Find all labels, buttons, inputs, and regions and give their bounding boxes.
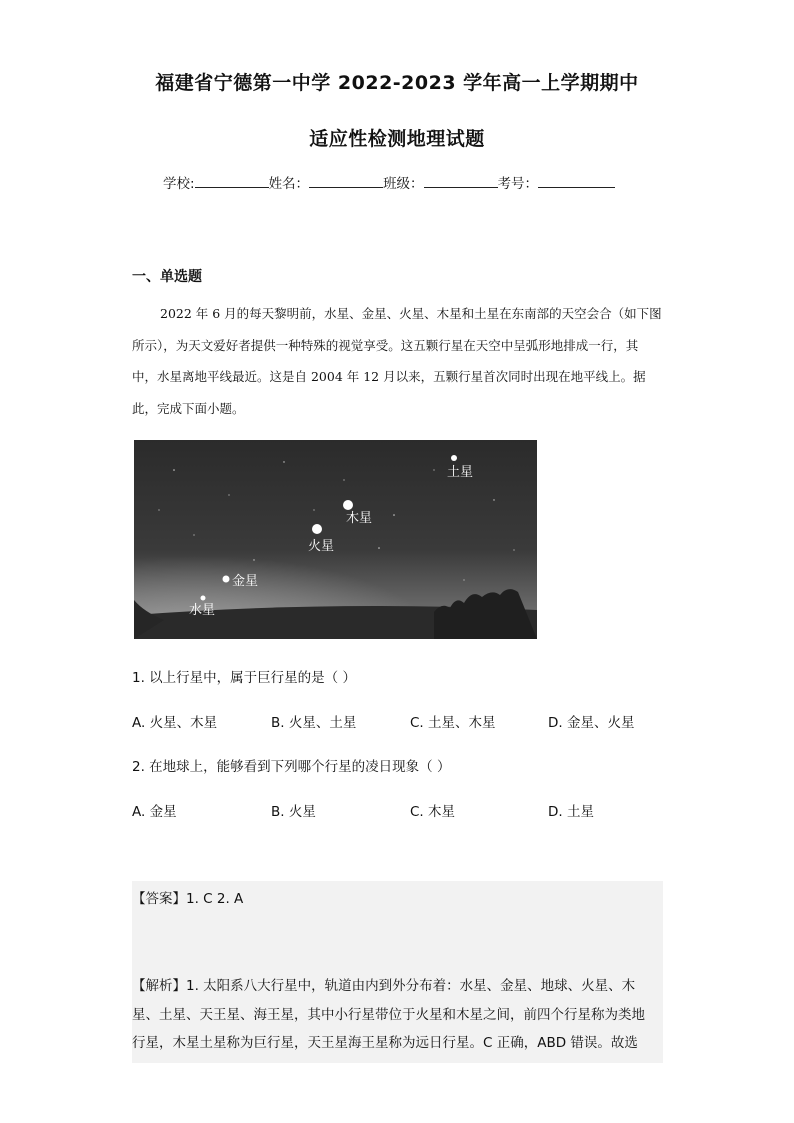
question-2-option-c: C. 木星 bbox=[410, 804, 456, 820]
analysis-line: 行星，木星土星称为巨行星，天王星海王星称为远日行星。C 正确，ABD 错误。故选 bbox=[132, 1035, 638, 1051]
passage-text: 2022 年 6 月的每天黎明前，水星、金星、火星、木星和土星在东南部的天空会合（如下图所示），为天文爱好者提供一种特殊的视觉享受。这五颗行星在天空中呈弧形地排成一行，其中，水星离地平线最近。这是自 2004 年 12 月以来，五颗行星首次同时出现在地平线上。据此，完成下面小题。 bbox=[132, 306, 662, 416]
saturn-dot bbox=[451, 455, 457, 461]
answer-text: 【答案】1. C 2. A bbox=[132, 891, 244, 907]
mars-label: 火星 bbox=[308, 539, 335, 554]
question-1-option-b: B. 火星、土星 bbox=[271, 715, 357, 731]
question-2-option-a: A. 金星 bbox=[132, 804, 177, 820]
school-label: 学校: bbox=[163, 176, 195, 192]
question-1-option-c: C. 土星、木星 bbox=[410, 715, 496, 731]
question-2-option-b: B. 火星 bbox=[271, 804, 316, 820]
id-label: 考号： bbox=[497, 176, 539, 192]
document-title-line1: 福建省宁德第一中学 2022-2023 学年高一上学期期中 bbox=[155, 72, 639, 94]
class-label: 班级： bbox=[383, 176, 424, 192]
analysis-text bbox=[132, 972, 663, 1058]
mercury-label: 水星 bbox=[189, 603, 216, 618]
student-info-row bbox=[163, 172, 615, 192]
question-1-option-d: D. 金星、火星 bbox=[548, 715, 635, 731]
id-field[interactable] bbox=[538, 173, 615, 188]
mars-dot bbox=[312, 524, 322, 534]
analysis-line: 【解析】1. 太阳系八大行星中，轨道由内到外分布着：水星、金星、地球、火星、木 bbox=[132, 978, 636, 994]
saturn-label: 土星 bbox=[447, 465, 474, 480]
question-2-option-d: D. 土星 bbox=[548, 804, 594, 820]
section-title: 一、单选题 bbox=[132, 269, 202, 285]
school-field[interactable] bbox=[195, 173, 269, 188]
analysis-line: 星、土星、天王星、海王星，其中小行星带位于火星和木星之间，前四个行星称为类地 bbox=[132, 1006, 645, 1023]
night-sky-photo bbox=[134, 440, 537, 639]
question-1-stem: 1. 以上行星中，属于巨行星的是（ ） bbox=[132, 670, 356, 686]
name-label: 姓名： bbox=[268, 176, 310, 192]
jupiter-label: 木星 bbox=[346, 511, 373, 526]
jupiter-dot bbox=[343, 500, 353, 510]
name-field[interactable] bbox=[309, 173, 383, 188]
venus-dot bbox=[223, 576, 230, 583]
question-2-stem: 2. 在地球上，能够看到下列哪个行星的凌日现象（ ） bbox=[132, 759, 451, 775]
question-1-option-a: A. 火星、木星 bbox=[132, 715, 218, 731]
venus-label: 金星 bbox=[232, 574, 259, 589]
mercury-dot bbox=[201, 596, 206, 601]
document-title-line2: 适应性检测地理试题 bbox=[309, 128, 485, 150]
class-field[interactable] bbox=[424, 173, 498, 188]
